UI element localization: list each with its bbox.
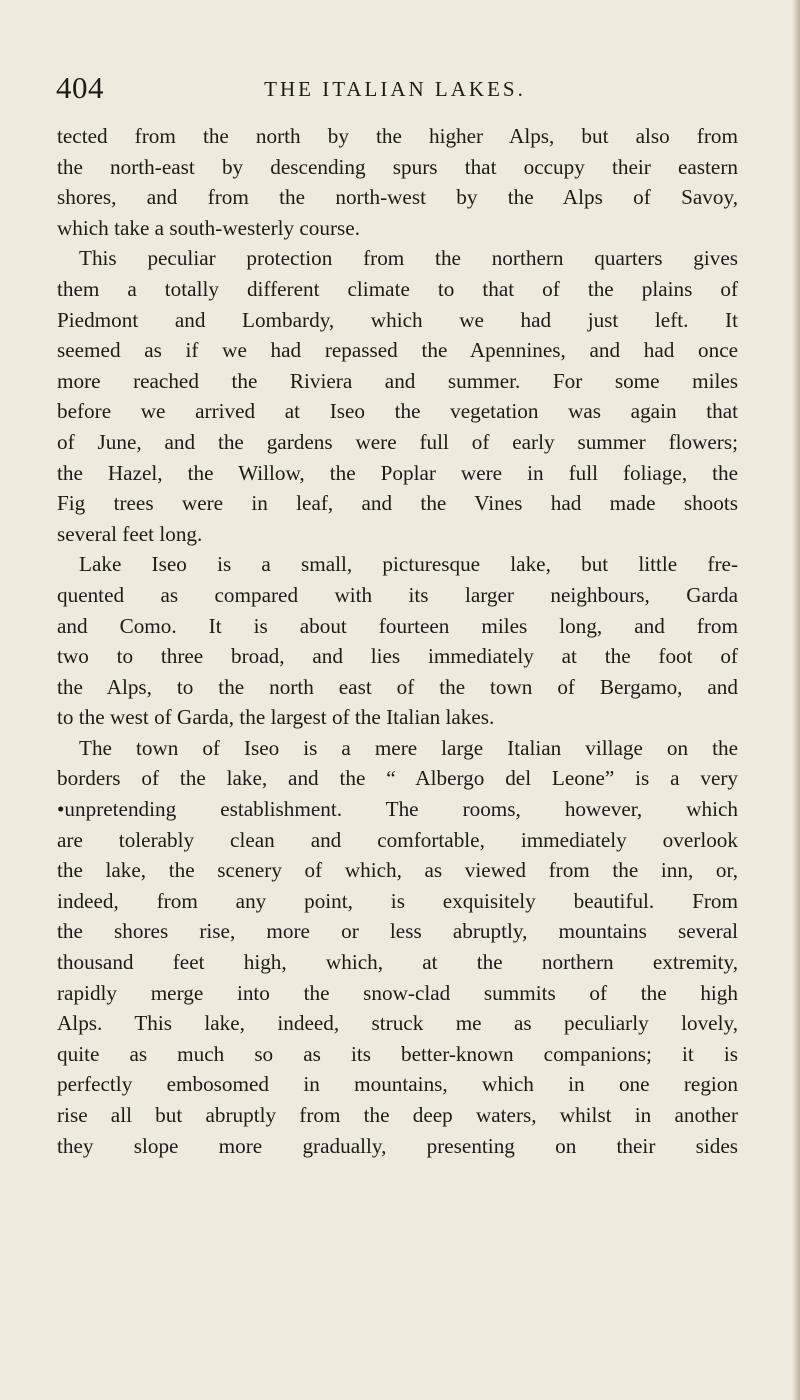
text-line: rise all but abruptly from the deep waters, whilst in another — [57, 1103, 738, 1127]
text-line: the Alps, to the north east of the town of Bergamo, and — [57, 674, 738, 699]
text-line: them a totally different climate to that of the plains of — [57, 276, 738, 301]
text-line: are tolerably clean and comfortable, immediately overlook — [57, 827, 738, 852]
page-edge — [792, 0, 800, 1400]
text-line: seemed as if we had repassed the Apennines, and had once — [57, 338, 738, 363]
text-line: The town of Iseo is a mere large Italian village on the — [79, 735, 738, 760]
text-line: shores, and from the north-west by the Alps of Savoy, — [57, 185, 738, 210]
text-line: the lake, the scenery of which, as viewed from the inn, or, — [57, 858, 738, 883]
text-line: they slope more gradually, presenting on their sides — [57, 1133, 738, 1158]
text-line: the Hazel, the Willow, the Poplar were in full foliage, the — [57, 460, 738, 485]
text-line: which take a south-westerly course. — [57, 215, 360, 240]
text-line: the north-east by descending spurs that occupy their eastern — [57, 154, 738, 179]
running-title: THE ITALIAN LAKES. — [264, 77, 526, 101]
page-header — [56, 68, 734, 108]
text-line: more reached the Riviera and summer. For some miles — [57, 368, 738, 393]
text-line: Piedmont and Lombardy, which we had just left. It — [57, 307, 738, 332]
text-line: before we arrived at Iseo the vegetation was again that — [57, 399, 738, 424]
text-line: Fig trees were in leaf, and the Vines had made shoots — [57, 491, 738, 516]
text-line: two to three broad, and lies immediately at the foot of — [57, 644, 738, 669]
text-line: tected from the north by the higher Alps, but also from — [57, 124, 738, 148]
text-line: several feet long. — [57, 521, 203, 546]
text-line: •unpretending establishment. The rooms, however, which — [57, 797, 738, 822]
text-line: borders of the lake, and the “ Albergo del Leone” is a very — [57, 766, 738, 791]
text-line: Alps. This lake, indeed, struck me as peculiarly lovely, — [57, 1011, 738, 1036]
text-line: Lake Iseo is a small, picturesque lake, but little fre- — [79, 552, 738, 577]
page-number: 404 — [56, 70, 104, 105]
text-line: perfectly embosomed in mountains, which in one region — [57, 1072, 738, 1097]
text-line: thousand feet high, which, at the northern extremity, — [57, 950, 738, 975]
text-line: quented as compared with its larger neighbours, Garda — [57, 582, 738, 607]
text-line: and Como. It is about fourteen miles long, and from — [57, 613, 738, 638]
body-text — [57, 121, 738, 1161]
text-line: quite as much so as its better-known companions; it is — [57, 1041, 738, 1066]
text-line: the shores rise, more or less abruptly, mountains several — [57, 919, 738, 944]
text-line: This peculiar protection from the northern quarters gives — [79, 246, 738, 271]
text-line: indeed, from any point, is exquisitely beautiful. From — [57, 888, 738, 913]
text-line: to the west of Garda, the largest of the Italian lakes. — [57, 705, 495, 730]
text-line: rapidly merge into the snow-clad summits of the high — [57, 980, 738, 1005]
text-line: of June, and the gardens were full of early summer flowers; — [57, 429, 738, 454]
